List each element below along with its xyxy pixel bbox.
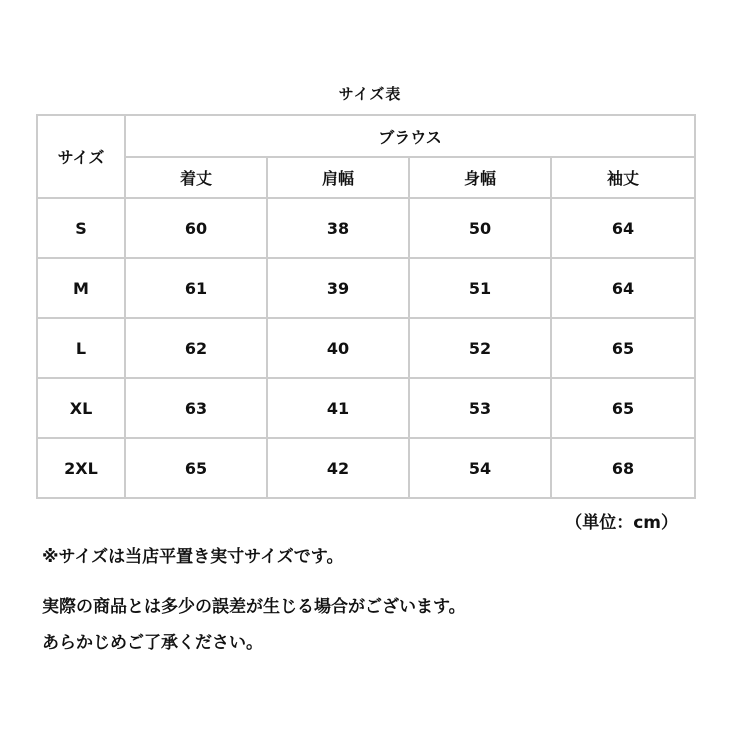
size-table [36,114,696,499]
cell-sleeve: 65 [551,378,695,438]
note-line-3: あらかじめご了承ください。 [42,633,263,653]
cell-shoulder: 40 [267,318,409,378]
cell-length: 63 [125,378,267,438]
row-size-label: XL [37,378,125,438]
row-size-label: 2XL [37,438,125,498]
cell-sleeve: 64 [551,198,695,258]
cell-chest: 50 [409,198,551,258]
cell-chest: 54 [409,438,551,498]
table-row [37,438,695,498]
note-line-2: 実際の商品とは多少の誤差が生じる場合がございます。 [42,597,466,617]
cell-sleeve: 64 [551,258,695,318]
column-header-length: 着丈 [125,157,267,198]
unit-note: （単位：cm） [565,513,678,533]
cell-chest: 53 [409,378,551,438]
row-size-label: L [37,318,125,378]
size-header: サイズ [37,115,125,198]
column-header-shoulder: 肩幅 [267,157,409,198]
cell-chest: 52 [409,318,551,378]
cell-shoulder: 42 [267,438,409,498]
table-row [37,198,695,258]
cell-length: 65 [125,438,267,498]
column-header-sleeve: 袖丈 [551,157,695,198]
cell-shoulder: 38 [267,198,409,258]
row-size-label: M [37,258,125,318]
cell-length: 61 [125,258,267,318]
note-line-1: ※サイズは当店平置き実寸サイズです。 [42,547,344,567]
cell-chest: 51 [409,258,551,318]
cell-length: 62 [125,318,267,378]
row-size-label: S [37,198,125,258]
column-header-chest: 身幅 [409,157,551,198]
cell-shoulder: 39 [267,258,409,318]
table-row [37,258,695,318]
table-row [37,378,695,438]
cell-shoulder: 41 [267,378,409,438]
table-caption: サイズ表 [338,85,402,103]
table-row [37,318,695,378]
cell-sleeve: 68 [551,438,695,498]
blouse-group-header: ブラウス [125,115,695,157]
cell-sleeve: 65 [551,318,695,378]
cell-length: 60 [125,198,267,258]
